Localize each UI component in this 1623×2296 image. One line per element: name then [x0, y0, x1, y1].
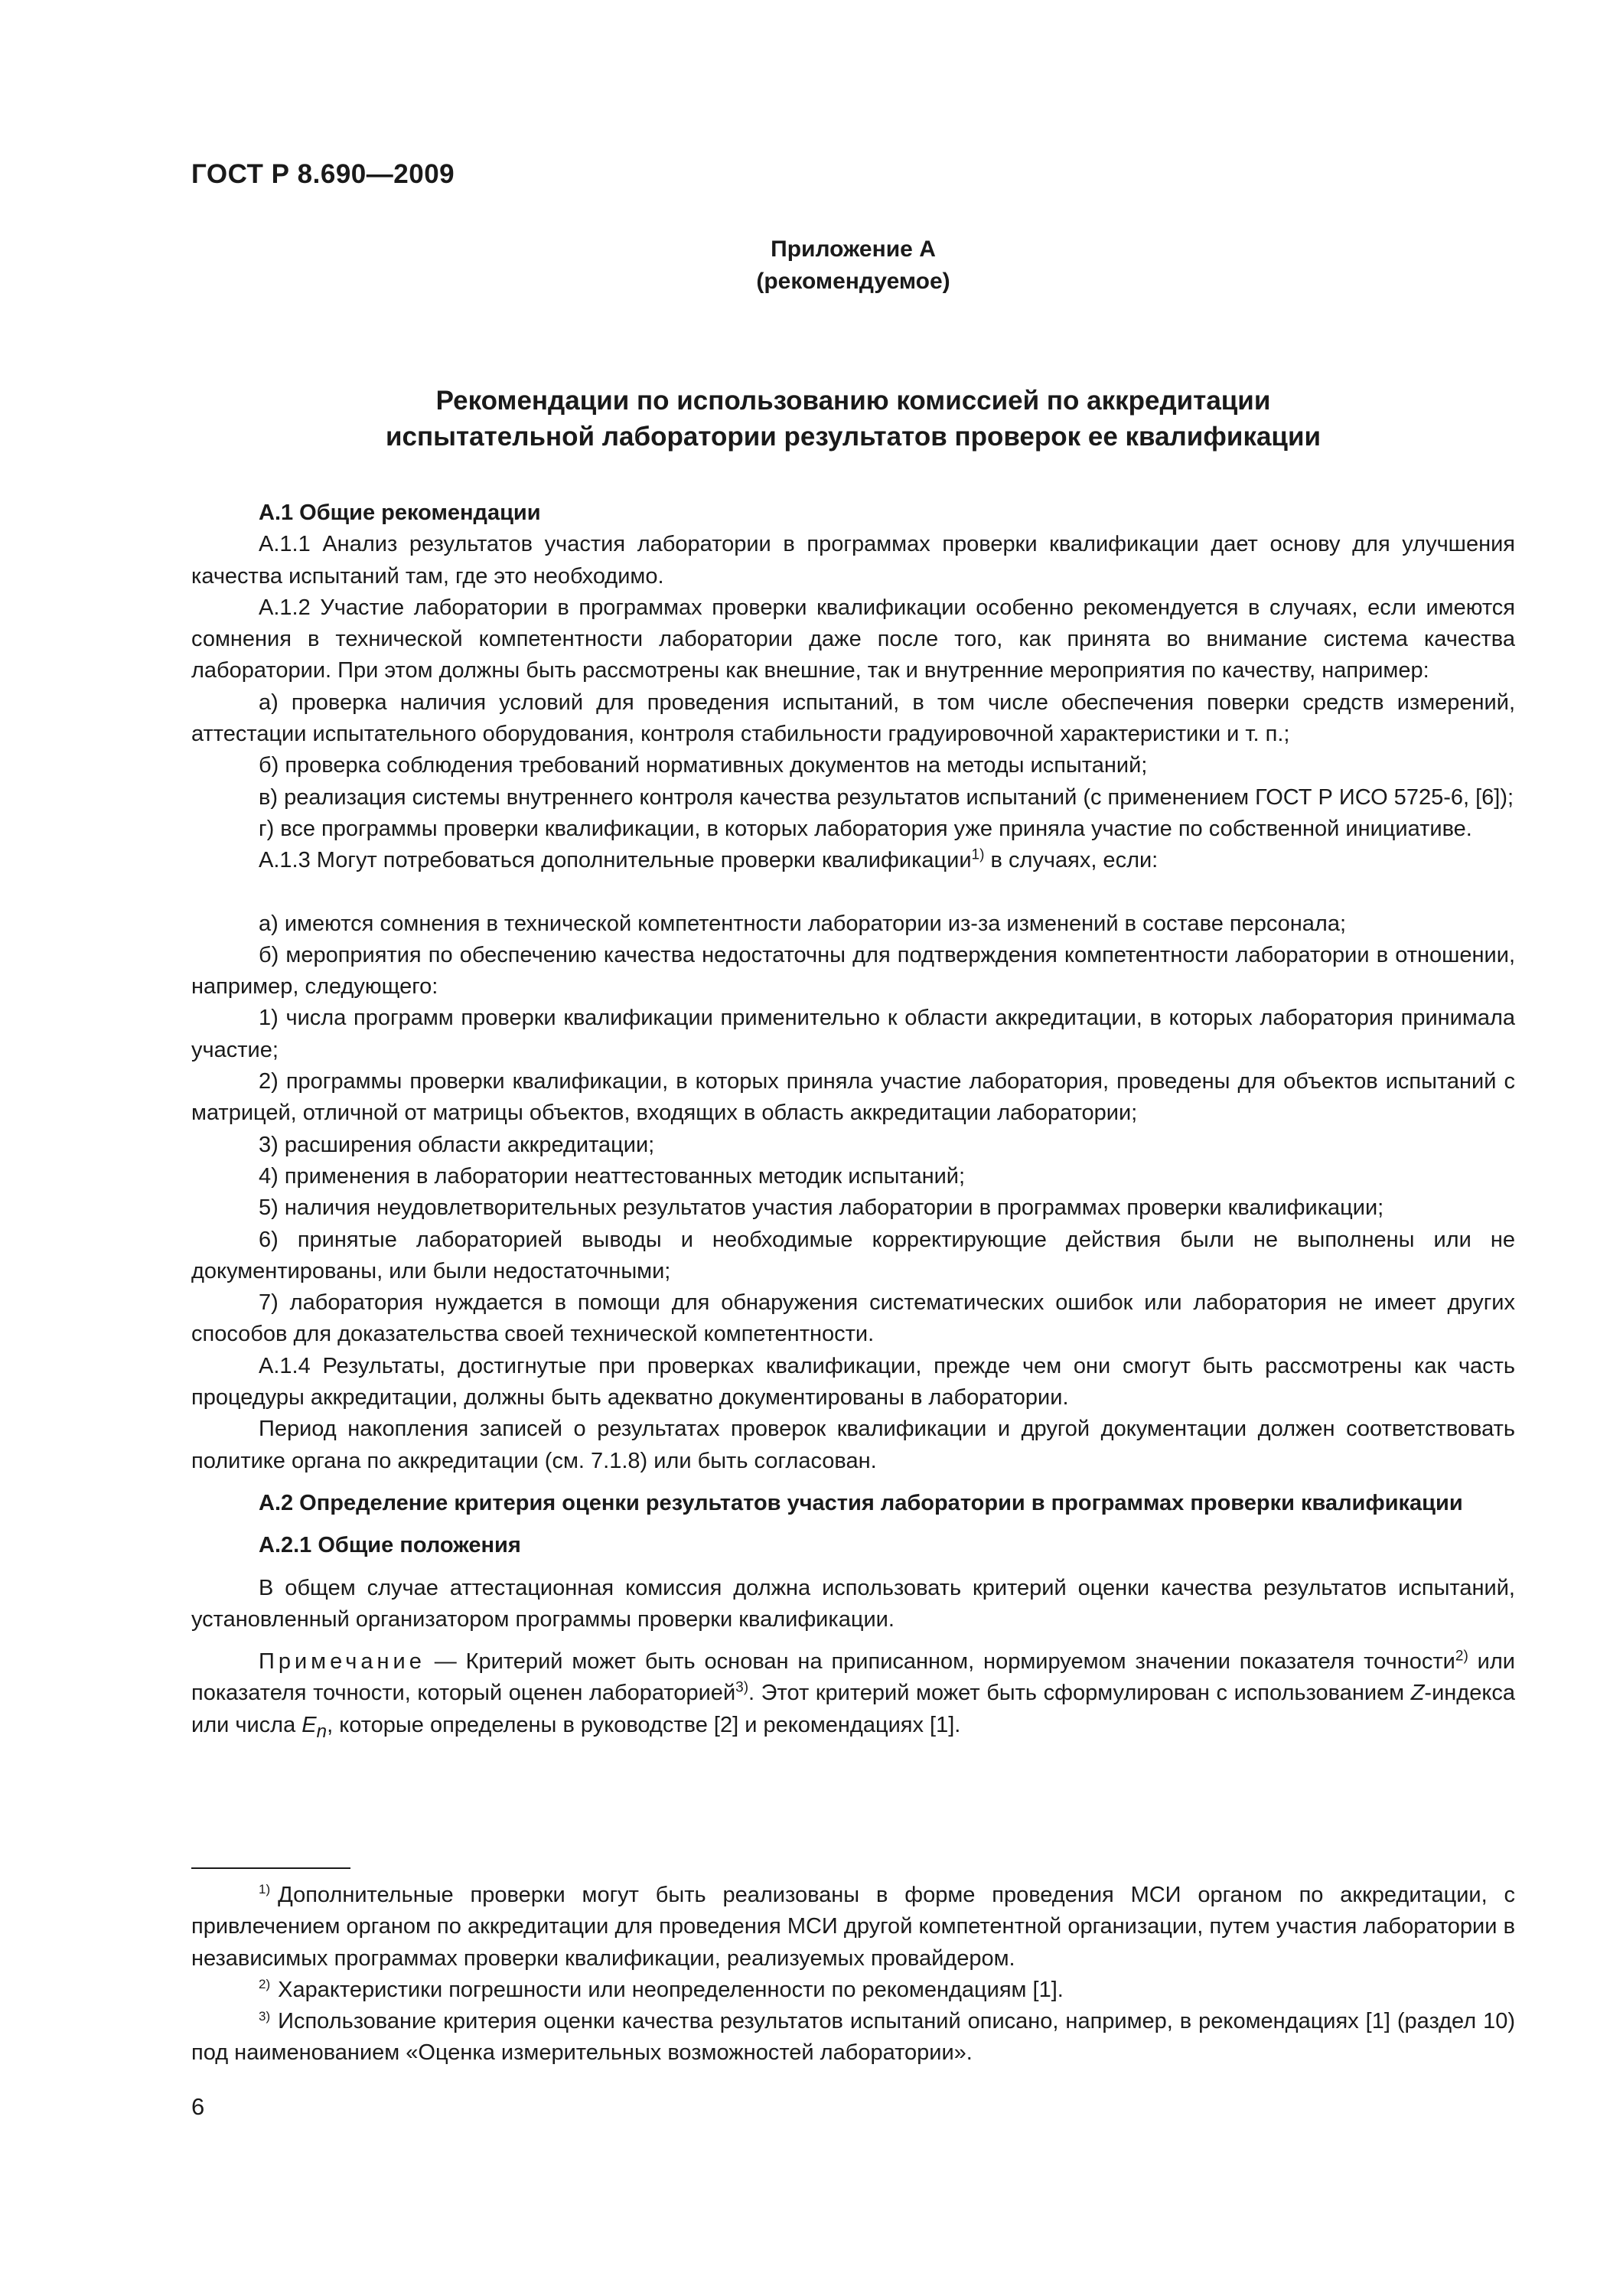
- z-symbol: Z: [1410, 1681, 1425, 1706]
- title-line-1: Рекомендации по использованию комиссией по аккредитации: [435, 386, 1271, 416]
- list-item-a1-3-6: 6) принятые лабораторией выводы и необходимые корректирующие действия были не выполнены или не документированы, или были недостаточными;: [191, 1227, 1515, 1283]
- list-item-a1-3-1: 1) числа программ проверки квалификации применительно к области аккредитации, в которых лаборатория принимала участие;: [191, 1006, 1515, 1062]
- list-item-a1-3-2: 2) программы проверки квалификации, в которых приняла участие лаборатория, проведены для объектов испытаний с матрицей, отличной от матрицы объектов, входящих в область аккредитации лаборатории;: [191, 1069, 1515, 1126]
- appendix-status: (рекомендуемое): [756, 269, 950, 294]
- footnote-3: $^{3)}$ Использование критерия оценки качества результатов испытаний описано, например, в рекомендациях [1] (раздел 10) под наименованием «Оценка измерительных возможностей лаборатории».: [191, 2008, 1515, 2066]
- footnote-1: $^{1)}$ Дополнительные проверки могут быть реализованы в форме проведения МСИ органом по аккредитации, с привлечением органом по аккредитации для проведения МСИ другой компетентной организации, путем участия лаборатории в независимых программах проверки квалификации, реализуемых провайдером.: [191, 1882, 1515, 1971]
- appendix-heading: [191, 233, 1515, 298]
- list-item-a1-2-b: б) проверка соблюдения требований нормативных документов на методы испытаний;: [259, 753, 1148, 778]
- list-item-a1-3-a: а) имеются сомнения в технической компетентности лаборатории из-за изменений в составе персонала;: [259, 911, 1347, 936]
- title-line-2: испытательной лаборатории результатов проверок ее квалификации: [386, 422, 1321, 452]
- note-paragraph: Примечание — Критерий может быть основан на приписанном, нормируемом значении показателя точности$^{2)}$ или показателя точности, который оценен лабораторией$^{3)}$. Этот критерий может быть сформулирован с использованием Z-индекса или числа $E_n$, которые определены в руководстве [2] и рекомендациях [1].: [191, 1648, 1515, 1742]
- appendix-label: Приложение А: [771, 236, 936, 262]
- footnotes: [191, 1880, 1515, 2069]
- footnote-ref-3: 3): [735, 1679, 749, 1696]
- list-item-a1-3-b: б) мероприятия по обеспечению качества недостаточны для подтверждения компетентности лаборатории в отношении, например, следующего:: [191, 942, 1515, 1000]
- footnote-separator: [191, 1867, 350, 1869]
- paragraph-a1-4-period: Период накопления записей о результатах проверок квалификации и другой документации должен соответствовать политике органа по аккредитации (см. 7.1.8) или быть согласован.: [191, 1417, 1515, 1473]
- document-title: [191, 383, 1515, 455]
- footnote-2: $^{2)}$ Характеристики погрешности или неопределенности по рекомендациям [1].: [259, 1977, 1064, 2002]
- paragraph-a1-1: А.1.1 Анализ результатов участия лаборатории в программах проверки квалификации дает основу для улучшения качества испытаний там, где это необходимо.: [191, 532, 1515, 589]
- footnote-ref-2: 2): [1455, 1648, 1468, 1665]
- paragraph-a1-3: А.1.3 Могут потребоваться дополнительные проверки квалификации$^{1)}$ в случаях, если:: [259, 846, 1159, 873]
- list-item-a1-2-a: а) проверка наличия условий для проведения испытаний, в том числе обеспечения поверки средств измерений, аттестации испытательного оборудования, контроля стабильности градуировочной характеристики и т. п.;: [191, 690, 1515, 747]
- en-symbol: $E_n$: [301, 1712, 328, 1742]
- list-item-a1-3-5: 5) наличия неудовлетворительных результатов участия лаборатории в программах проверки квалификации;: [259, 1195, 1384, 1221]
- list-item-a1-2-g: г) все программы проверки квалификации, в которых лаборатория уже приняла участие по собственной инициативе.: [259, 816, 1472, 841]
- standard-code: ГОСТ Р 8.690—2009: [191, 159, 455, 189]
- page-number: 6: [191, 2093, 205, 2120]
- document-body: [191, 497, 1515, 1747]
- section-a2-1-heading: А.2.1 Общие положения: [259, 1533, 521, 1558]
- section-a1-heading: А.1 Общие рекомендации: [259, 501, 541, 525]
- blank-line: [191, 877, 1515, 908]
- list-item-a1-3-4: 4) применения в лаборатории неаттестованных методик испытаний;: [259, 1163, 966, 1189]
- list-item-a1-3-3: 3) расширения области аккредитации;: [259, 1132, 655, 1157]
- list-item-a1-2-v: в) реализация системы внутреннего контроля качества результатов испытаний (с применением ГОСТ Р ИСО 5725-6, [6]);: [259, 784, 1514, 810]
- footnote-ref-1: 1): [971, 846, 985, 863]
- section-a2-heading: А.2 Определение критерия оценки результатов участия лаборатории в программах проверки квалификации: [259, 1490, 1463, 1515]
- paragraph-a1-4: А.1.4 Результаты, достигнутые при проверках квалификации, прежде чем они смогут быть рассмотрены как часть процедуры аккредитации, должны быть адекватно документированы в лаборатории.: [191, 1353, 1515, 1411]
- paragraph-a1-2: А.1.2 Участие лаборатории в программах проверки квалификации особенно рекомендуется в случаях, если имеются сомнения в технической компетентности лаборатории даже после того, как принята во внимание система качества лаборатории. При этом должны быть рассмотрены как внешние, так и внутренние мероприятия по качеству, например:: [191, 595, 1515, 683]
- list-item-a1-3-7: 7) лаборатория нуждается в помощи для обнаружения систематических ошибок или лаборатория не имеет других способов для доказательства своей технической компетентности.: [191, 1290, 1515, 1347]
- paragraph-a2-1: В общем случае аттестационная комиссия должна использовать критерий оценки качества результатов испытаний, установленный организатором программы проверки квалификации.: [191, 1575, 1515, 1632]
- note-label: Примечание: [259, 1649, 425, 1675]
